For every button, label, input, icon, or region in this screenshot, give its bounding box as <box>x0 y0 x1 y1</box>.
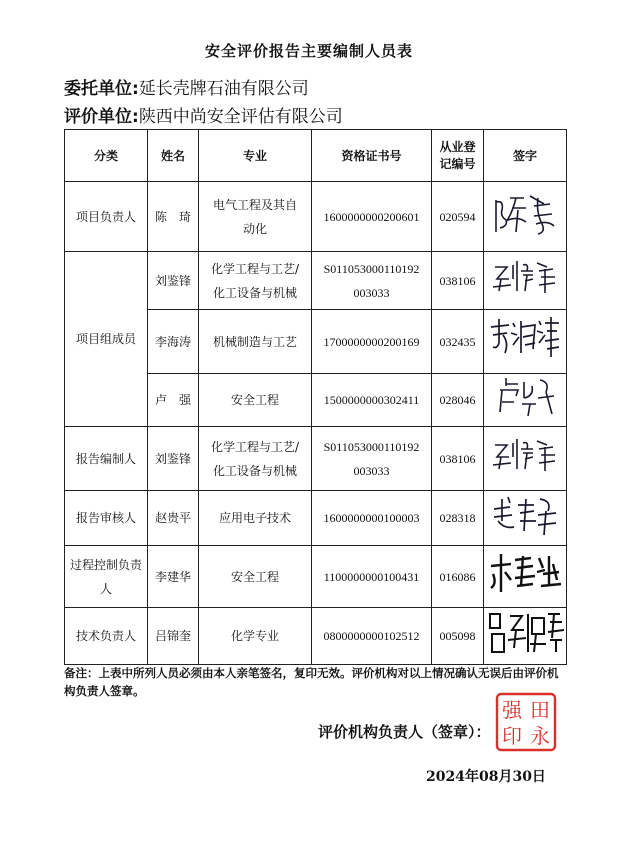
header-reg: 从业登记编号 <box>432 130 484 182</box>
handwritten-signature <box>492 374 558 418</box>
cell-name: 李建华 <box>148 546 199 608</box>
header-cert: 资格证书号 <box>312 130 432 182</box>
seal-char: 田 <box>530 698 550 722</box>
header-sign: 签字 <box>484 130 567 182</box>
handwritten-signature <box>490 491 560 537</box>
staff-table <box>64 129 567 665</box>
handwritten-signature <box>489 257 561 297</box>
seal-char: 印 <box>502 724 522 748</box>
cell-cert: 1100000000100431 <box>312 546 432 608</box>
seal-char: 永 <box>530 724 550 748</box>
cell-cert: S011053000110192003033 <box>312 252 432 310</box>
cell-reg: 038106 <box>432 427 484 491</box>
signature-cell <box>484 310 567 374</box>
table-row <box>65 252 567 310</box>
cell-cert: 1600000000200601 <box>312 182 432 252</box>
table-header-row <box>65 130 567 182</box>
cell-reg: 020594 <box>432 182 484 252</box>
cell-reg: 005098 <box>432 608 484 665</box>
seal-char: 强 <box>502 698 522 722</box>
cell-category: 项目组成员 <box>65 252 148 427</box>
cell-category: 项目负责人 <box>65 182 148 252</box>
cell-cert: 1500000000302411 <box>312 374 432 427</box>
header-major: 专业 <box>199 130 312 182</box>
cell-name: 卢 强 <box>148 374 199 427</box>
official-seal-stamp <box>494 691 558 753</box>
table-row <box>65 546 567 608</box>
signature-cell <box>484 608 567 665</box>
evaluator-value: 陕西中尚安全评估有限公司 <box>138 107 343 127</box>
footnote: 备注：上表中所列人员必须由本人亲笔签名，复印无效。评价机构对以上情况确认无误后由评价机构负责人签章。 <box>64 666 559 698</box>
signature-cell <box>484 491 567 546</box>
header-category: 分类 <box>65 130 148 182</box>
cell-reg: 028318 <box>432 491 484 546</box>
cell-cert: 1600000000100003 <box>312 491 432 546</box>
handwritten-signature <box>487 550 563 596</box>
cell-cert: 1700000000200169 <box>312 310 432 374</box>
signature-cell <box>484 546 567 608</box>
page-title: 安全评价报告主要编制人员表 <box>204 42 413 60</box>
cell-cert: 0800000000102512 <box>312 608 432 665</box>
handwritten-signature <box>490 188 560 238</box>
cell-category: 报告编制人 <box>65 427 148 491</box>
table-row <box>65 491 567 546</box>
cell-name: 李海涛 <box>148 310 199 374</box>
table-row <box>65 608 567 665</box>
table-row <box>65 182 567 252</box>
cell-major: 电气工程及其自动化 <box>199 182 312 252</box>
client-label: 委托单位: <box>64 79 139 99</box>
client-value: 延长壳牌石油有限公司 <box>138 79 309 99</box>
cell-name: 吕锦奎 <box>148 608 199 665</box>
cell-reg: 032435 <box>432 310 484 374</box>
cell-reg: 028046 <box>432 374 484 427</box>
header-name: 姓名 <box>148 130 199 182</box>
cell-name: 陈 琦 <box>148 182 199 252</box>
signature-cell <box>484 427 567 491</box>
evaluator-label: 评价单位: <box>64 107 139 127</box>
cell-cert: S011053000110192003033 <box>312 427 432 491</box>
table-row <box>65 427 567 491</box>
signature-cell <box>484 252 567 310</box>
evaluator-line <box>64 102 343 127</box>
cell-name: 刘鉴锋 <box>148 427 199 491</box>
cell-name: 赵贵平 <box>148 491 199 546</box>
handwritten-signature <box>487 313 563 363</box>
cell-name: 刘鉴锋 <box>148 252 199 310</box>
cell-major: 应用电子技术 <box>199 491 312 546</box>
cell-major: 机械制造与工艺 <box>199 310 312 374</box>
cell-category: 报告审核人 <box>65 491 148 546</box>
cell-category: 过程控制负责人 <box>65 546 148 608</box>
document-date: 2024年08月30日 <box>426 769 546 785</box>
cell-major: 化学工程与工艺/化工设备与机械 <box>199 252 312 310</box>
responsible-signature-label: 评价机构负责人（签章）： <box>318 723 491 741</box>
cell-major: 化学专业 <box>199 608 312 665</box>
handwritten-signature <box>486 608 566 656</box>
cell-major: 安全工程 <box>199 374 312 427</box>
cell-category: 技术负责人 <box>65 608 148 665</box>
client-line <box>64 74 309 99</box>
handwritten-signature <box>489 435 561 475</box>
cell-major: 化学工程与工艺/化工设备与机械 <box>199 427 312 491</box>
cell-major: 安全工程 <box>199 546 312 608</box>
cell-reg: 016086 <box>432 546 484 608</box>
cell-reg: 038106 <box>432 252 484 310</box>
signature-cell <box>484 182 567 252</box>
signature-cell <box>484 374 567 427</box>
